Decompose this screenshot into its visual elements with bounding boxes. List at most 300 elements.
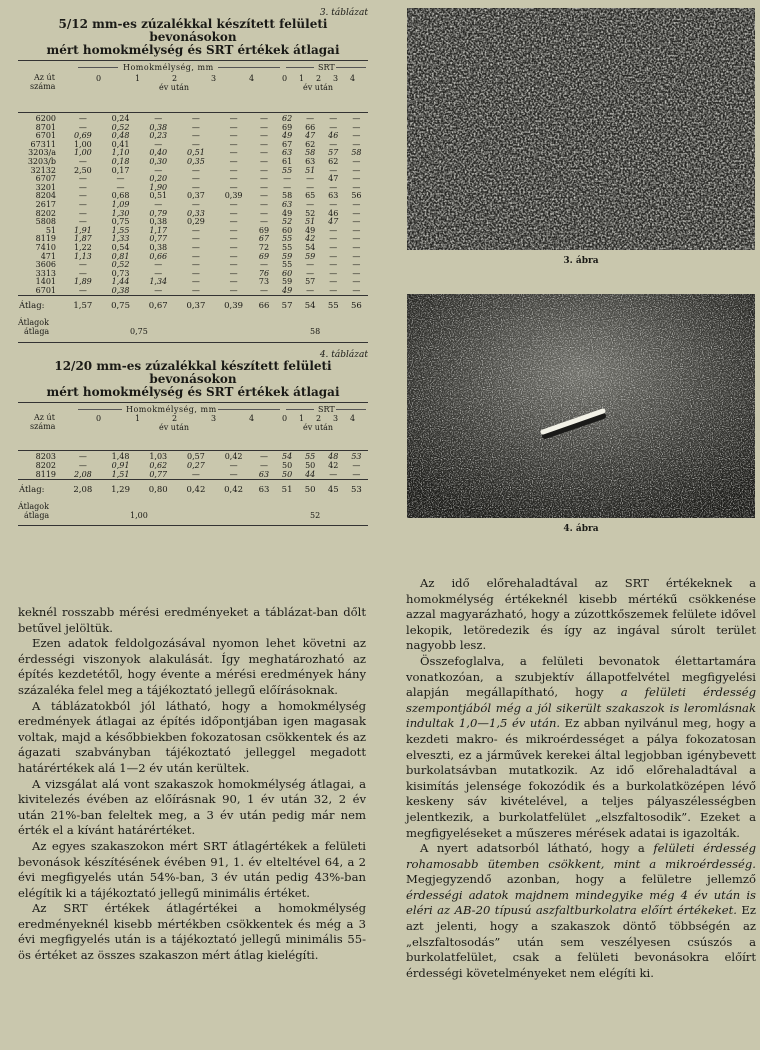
value-cell: 49	[281, 131, 293, 141]
value-cell: 73	[258, 277, 270, 287]
value-cell: 62	[305, 139, 316, 149]
value-cell: —	[191, 122, 200, 132]
table4-title-line1: 12/20 mm-es zúzalékkal készített felületi bevonásokon	[54, 359, 332, 387]
value-cell: —	[283, 174, 292, 184]
value-cell: 0,51	[149, 191, 168, 201]
value-cell: —	[306, 182, 315, 192]
road-number-cell: 7410	[35, 242, 56, 252]
value-cell: 0,38	[149, 122, 168, 132]
table3-hdr-s1: 1	[299, 74, 305, 83]
value-cell: 0,57	[177, 451, 215, 462]
value-cell: —	[329, 199, 338, 209]
table4-overall-label2: átlaga	[24, 511, 50, 521]
value-cell: —	[352, 131, 361, 141]
table3-overall-srt: 58	[310, 327, 321, 337]
road-number-cell: 8203	[18, 451, 64, 462]
value-cell: —	[229, 139, 238, 149]
average-cell: 55	[322, 296, 345, 313]
value-cell: 63	[281, 148, 293, 158]
road-number-cell: 8202	[35, 461, 56, 471]
road-number-cell: 3203/b	[27, 156, 56, 166]
value-cell: —	[322, 113, 345, 124]
worn-surface-with-pen-image	[407, 294, 755, 518]
value-cell: 0,38	[149, 242, 168, 252]
value-cell: 60	[281, 225, 293, 235]
value-cell: 1,00	[73, 148, 92, 158]
value-cell: 0,77	[149, 469, 168, 479]
value-cell: 49	[281, 208, 293, 218]
value-cell: —	[306, 199, 315, 209]
value-cell: 1,34	[149, 277, 168, 287]
value-cell: —	[229, 174, 238, 184]
value-cell: —	[229, 268, 238, 278]
left-para-2: A táblázatokból jól látható, hogy a homokmélység eredmények átlagai az építés időpontjában igen magasak voltak, majd a későbbiekben fokozatosan csökkentek és az ágazati szabványban tájékoztató jelleggel megadott határértékek alá 1—2 év után kerültek.	[18, 698, 366, 775]
average-cell: 0,80	[139, 480, 177, 497]
value-cell: 51	[305, 217, 316, 227]
value-cell: —	[329, 285, 338, 295]
figure4-caption: 4. ábra	[563, 524, 599, 534]
value-cell: 62	[328, 156, 339, 166]
value-cell: 58	[281, 191, 293, 201]
value-cell: 46	[328, 131, 339, 141]
road-number-cell: 8119	[35, 234, 56, 244]
value-cell: 58	[305, 148, 316, 158]
value-cell: —	[229, 285, 238, 295]
value-cell: 72	[258, 242, 270, 252]
left-para-5: Az SRT értékek átlagértékei a homokmélység eredményeknél kisebb mértékben csökkentek és még a 3 évi megfigyelés után is a tájékoztató jellegű minimális 55-ös értéket az összes szakaszon mért átlag kielégíti.	[18, 901, 366, 963]
value-cell: —	[64, 451, 102, 462]
value-cell: —	[252, 113, 275, 124]
value-cell: —	[306, 285, 315, 295]
table3-hdr-id2: száma	[30, 82, 56, 91]
value-cell: 1,90	[149, 182, 168, 192]
value-cell: 0,81	[111, 251, 130, 261]
value-cell: 46	[328, 208, 339, 218]
value-cell: —	[329, 225, 338, 235]
value-cell: —	[78, 191, 87, 201]
value-cell: 62	[276, 113, 299, 124]
value-cell: —	[352, 242, 361, 252]
value-cell: —	[299, 113, 322, 124]
table4-hdr-s4: 4	[350, 414, 356, 424]
value-cell: —	[329, 234, 338, 244]
value-cell: 48	[322, 451, 345, 462]
value-cell: —	[154, 165, 163, 175]
value-cell: —	[329, 268, 338, 278]
value-cell: 58	[351, 148, 362, 158]
value-cell: —	[259, 285, 268, 295]
value-cell: 61	[281, 156, 293, 166]
value-cell: 1,87	[73, 234, 92, 244]
value-cell: —	[259, 122, 268, 132]
value-cell: —	[191, 251, 200, 261]
average-cell: 0,67	[139, 296, 177, 313]
right-column	[406, 8, 756, 540]
value-cell: —	[259, 191, 268, 201]
value-cell: —	[229, 461, 238, 471]
value-cell: —	[345, 113, 368, 124]
value-cell: 0,17	[111, 165, 130, 175]
table3-hdr-evutan1: év után	[159, 83, 190, 92]
value-cell: —	[259, 131, 268, 141]
value-cell: 0,66	[149, 251, 168, 261]
road-number-cell: 6701	[35, 285, 56, 295]
value-cell: 51	[305, 165, 316, 175]
value-cell: 1,89	[73, 277, 92, 287]
value-cell: 1,10	[111, 148, 130, 158]
value-cell: —	[352, 234, 361, 244]
value-cell: —	[252, 451, 275, 462]
right-para-3-italic1: felületi érdesség rohamosabb ütemben csökkent, mint a mikroérdesség.	[406, 841, 756, 871]
value-cell: —	[154, 268, 163, 278]
table4-hdr-y4: 4	[249, 414, 255, 424]
road-number-cell: 2617	[35, 199, 56, 209]
value-cell: 50	[281, 469, 293, 479]
right-para-1: Az idő előrehaladtával az SRT értékeknek a homokmélység értékeknél kisebb mértékű csökkenése azzal magyarázható, hogy a zúzottkőszemek felülete idővel lekopik, letöredezik és így az ingával súrolt terület nagyobb lesz.	[406, 576, 756, 653]
value-cell: —	[78, 285, 87, 295]
value-cell: —	[191, 242, 200, 252]
value-cell: 0,20	[149, 174, 168, 184]
table4-overall-srt: 52	[310, 511, 321, 521]
value-cell: —	[352, 251, 361, 261]
value-cell: 69	[258, 251, 270, 261]
road-number-cell: 3201	[35, 182, 56, 192]
average-cell: 56	[345, 296, 368, 313]
left-para-3: A vizsgálat alá vont szakaszok homokmélység átlagai, a kivitelezés évében az előírásnak 90, 1 év után 32, 2 év után 21%-ban feleltek meg, a 3 év után pedig már nem érték el a kívánt határértéket.	[18, 776, 366, 838]
value-cell: 0,18	[111, 156, 130, 166]
value-cell: —	[191, 268, 200, 278]
value-cell: —	[78, 182, 87, 192]
value-cell: —	[259, 217, 268, 227]
road-number-cell: 3606	[35, 260, 56, 270]
value-cell: 63	[258, 469, 270, 479]
value-cell: 2,50	[73, 165, 92, 175]
value-cell: 66	[305, 122, 316, 132]
value-cell: —	[352, 285, 361, 295]
value-cell: 44	[305, 469, 316, 479]
average-cell: 1,57	[64, 296, 102, 313]
value-cell: 0,35	[187, 156, 205, 166]
value-cell: —	[78, 122, 87, 132]
table-row	[18, 287, 368, 296]
value-cell: 0,24	[102, 113, 140, 124]
value-cell: 54	[276, 451, 299, 462]
value-cell: 1,00	[73, 139, 92, 149]
value-cell: —	[229, 122, 238, 132]
value-cell: 60	[281, 268, 293, 278]
value-cell: —	[329, 277, 338, 287]
right-body-text	[406, 576, 756, 981]
table3-hdr-y1: 1	[135, 74, 141, 83]
value-cell: 0,54	[111, 242, 130, 252]
value-cell: —	[229, 199, 238, 209]
average-cell: 57	[276, 296, 299, 313]
table4-hdr-id1: Az út	[34, 413, 55, 423]
value-cell: 0,23	[149, 131, 168, 141]
value-cell: —	[229, 469, 238, 479]
left-para-4: Az egyes szakaszokon mért SRT átlagértékek a felületi bevonások készítésének évében 91, 1. év elteltével 64, a 2 évi megfigyelés után 54%-ban, 3 év után pedig 43%-ban elégítik ki a tájékoztató jellegű minimális értéket.	[18, 838, 366, 900]
road-number-cell: 6707	[35, 174, 56, 184]
value-cell: —	[229, 277, 238, 287]
value-cell: —	[116, 174, 125, 184]
value-cell: —	[352, 277, 361, 287]
value-cell: 76	[258, 268, 270, 278]
value-cell: 52	[305, 208, 316, 218]
table4-title-line2: mért homokmélység és SRT értékek átlagai	[46, 385, 340, 400]
table3-hdr-y3: 3	[211, 74, 217, 83]
value-cell: —	[229, 208, 238, 218]
value-cell: 0,29	[187, 217, 205, 227]
value-cell: 65	[305, 191, 316, 201]
average-cell: 54	[299, 296, 322, 313]
value-cell: 1,13	[73, 251, 92, 261]
value-cell: 0,51	[187, 148, 205, 158]
road-number-cell: 471	[40, 251, 56, 261]
value-cell: —	[229, 260, 238, 270]
value-cell: 0,41	[111, 139, 130, 149]
road-number-cell: 67311	[30, 139, 56, 149]
value-cell: 59	[281, 277, 293, 287]
value-cell: 0,30	[149, 156, 168, 166]
value-cell: 0,52	[111, 122, 130, 132]
value-cell: 1,09	[111, 199, 130, 209]
average-cell: 1,29	[102, 480, 140, 497]
value-cell: —	[116, 182, 125, 192]
table4-hdr-group2: SRT	[318, 405, 335, 415]
value-cell: —	[229, 165, 238, 175]
value-cell: —	[352, 208, 361, 218]
value-cell: —	[352, 165, 361, 175]
average-label: Átlag:	[18, 480, 64, 497]
value-cell: 0,62	[149, 461, 168, 471]
value-cell: —	[229, 217, 238, 227]
value-cell: 1,55	[111, 225, 130, 235]
left-body-text	[18, 605, 366, 964]
value-cell: 50	[281, 461, 293, 471]
table3-title-line1: 5/12 mm-es zúzalékkal készített felületi bevonásokon	[58, 17, 328, 44]
table4	[18, 450, 368, 496]
value-cell: —	[229, 242, 238, 252]
table3-hdr-y0: 0	[96, 74, 102, 83]
value-cell: 63	[305, 156, 316, 166]
left-column	[18, 8, 368, 527]
table3-hdr-s2: 2	[316, 74, 322, 83]
value-cell: 56	[351, 191, 362, 201]
table3-overall-label1: Átlagok	[18, 318, 49, 328]
table4-hdr-y3: 3	[211, 414, 217, 424]
value-cell: —	[64, 113, 102, 124]
value-cell: 59	[281, 251, 293, 261]
value-cell: —	[329, 242, 338, 252]
table4-hdr-y2: 2	[172, 414, 178, 424]
value-cell: —	[352, 260, 361, 270]
road-number-cell: 6200	[18, 113, 64, 124]
value-cell: 0,48	[111, 131, 130, 141]
table3	[18, 112, 368, 312]
value-cell: 0,73	[111, 268, 130, 278]
value-cell: 55	[281, 234, 293, 244]
table3-hdr-s0: 0	[282, 74, 288, 83]
value-cell: —	[259, 208, 268, 218]
road-number-cell: 8204	[35, 191, 56, 201]
table4-hdr-evutan2: év után	[303, 423, 334, 433]
value-cell: —	[191, 165, 200, 175]
table4-overall-label1: Átlagok	[18, 502, 49, 512]
table4-overall	[18, 502, 368, 524]
value-cell: —	[191, 225, 200, 235]
table3-hdr-id1: Az út	[34, 73, 55, 82]
average-cell: 51	[276, 480, 299, 497]
value-cell: —	[352, 225, 361, 235]
value-cell: 63	[281, 199, 293, 209]
value-cell: 0,37	[187, 191, 205, 201]
table4-hdr-evutan1: év után	[159, 423, 190, 433]
average-cell: 53	[345, 480, 368, 497]
figure3-caption: 3. ábra	[563, 256, 599, 266]
table4-hdr-id2: száma	[30, 422, 56, 432]
value-cell: —	[352, 469, 361, 479]
value-cell: —	[352, 156, 361, 166]
road-number-cell: 6701	[35, 131, 56, 141]
right-para-3: A nyert adatsorból látható, hogy a felületi érdesség rohamosabb ütemben csökkent, mint a mikroérdesség. Megjegyzendő azonban, hogy a felületre jellemző érdességi adatok majdnem mindegyike még 4 év után is eléri az AB-20 típusú aszfaltburkolatra előírt értékeket. Ez azt jelenti, hogy a szakaszok döntő többségén az „elszfaltosodás” után sem veszélyesen csúszós a burkolatfelület, csak a felületi bevonásokra előírt érdességi követelményeket nem elégíti ki.	[406, 841, 756, 980]
average-row	[18, 480, 368, 497]
value-cell: —	[283, 182, 292, 192]
value-cell: 59	[305, 251, 316, 261]
value-cell: 0,52	[111, 260, 130, 270]
value-cell: —	[329, 122, 338, 132]
road-number-cell: 3203/a	[28, 148, 56, 158]
value-cell: —	[191, 260, 200, 270]
value-cell: —	[191, 277, 200, 287]
value-cell: —	[352, 268, 361, 278]
value-cell: 55	[281, 165, 293, 175]
value-cell: 1,51	[111, 469, 130, 479]
average-cell: 0,42	[215, 480, 253, 497]
average-label: Átlag:	[18, 296, 64, 313]
value-cell: —	[154, 139, 163, 149]
value-cell: —	[352, 139, 361, 149]
table4-header	[18, 402, 368, 450]
table4-overall-hm: 1,00	[130, 511, 148, 521]
value-cell: —	[78, 461, 87, 471]
value-cell: 0,75	[111, 217, 130, 227]
table4-hdr-s2: 2	[316, 414, 322, 424]
table4-label: 4. táblázat	[319, 350, 368, 361]
road-number-cell: 8119	[35, 469, 56, 479]
value-cell: 1,17	[149, 225, 168, 235]
table-row	[18, 471, 368, 480]
value-cell: —	[154, 199, 163, 209]
value-cell: 57	[305, 277, 316, 287]
value-cell: —	[259, 156, 268, 166]
value-cell: —	[78, 156, 87, 166]
average-cell: 0,37	[177, 296, 215, 313]
value-cell: 1,03	[139, 451, 177, 462]
value-cell: —	[259, 139, 268, 149]
value-cell: —	[78, 199, 87, 209]
value-cell: 47	[328, 217, 339, 227]
value-cell: —	[352, 174, 361, 184]
road-number-cell: 51	[45, 225, 56, 235]
value-cell: 55	[281, 242, 293, 252]
value-cell: 1,22	[73, 242, 92, 252]
table4-hdr-s0: 0	[282, 414, 288, 424]
value-cell: 0,38	[149, 217, 168, 227]
table4-hdr-s1: 1	[299, 414, 305, 424]
value-cell: 0,27	[187, 461, 205, 471]
value-cell: 1,44	[111, 277, 130, 287]
value-cell: —	[191, 182, 200, 192]
value-cell: —	[229, 156, 238, 166]
value-cell: —	[191, 139, 200, 149]
value-cell: —	[154, 285, 163, 295]
value-cell: 0,91	[111, 461, 130, 471]
value-cell: 1,33	[111, 234, 130, 244]
value-cell: —	[229, 234, 238, 244]
value-cell: 0,42	[215, 451, 253, 462]
value-cell: —	[229, 251, 238, 261]
value-cell: —	[259, 199, 268, 209]
value-cell: —	[329, 251, 338, 261]
value-cell: —	[352, 199, 361, 209]
table3-overall	[18, 318, 368, 340]
value-cell: 47	[328, 174, 339, 184]
value-cell: 42	[305, 234, 316, 244]
value-cell: —	[78, 217, 87, 227]
table4-hdr-group1: Homokmélység, mm	[126, 405, 217, 415]
value-cell: 0,77	[149, 234, 168, 244]
table3-overall-hm: 0,75	[130, 327, 148, 337]
figure4-photo	[407, 294, 755, 518]
left-para-1: Ezen adatok feldolgozásával nyomon lehet követni az érdességi viszonyok alakulását. Így meghatározható az építés kezdetétől, hogy évente a mérési eredmények hány százaléka felel meg a tájékoztató jellegű előírásoknak.	[18, 636, 366, 697]
average-row	[18, 296, 368, 313]
value-cell: —	[259, 148, 268, 158]
table4-hdr-s3: 3	[333, 414, 339, 424]
value-cell: —	[352, 182, 361, 192]
right-para-2-italic: a felületi érdesség szempontjából még a jól sikerült szakaszok is leromlásnak indultak 1,0—1,5 év után.	[406, 685, 756, 731]
figure3-photo	[407, 8, 755, 250]
value-cell: —	[229, 148, 238, 158]
average-cell: 63	[252, 480, 275, 497]
value-cell: 50	[305, 461, 316, 471]
table3-hdr-y2: 2	[172, 74, 178, 83]
table3-hdr-group1: Homokmélység, mm	[123, 63, 214, 72]
value-cell: 49	[281, 285, 293, 295]
table3-label: 3. táblázat	[319, 8, 368, 18]
value-cell: —	[259, 182, 268, 192]
right-para-3-italic2: érdességi adatok majdnem mindegyike még 4 év után is eléri az AB-20 típusú aszfaltburkolatra előírt értékeket.	[406, 887, 756, 918]
value-cell: —	[78, 268, 87, 278]
value-cell: —	[177, 113, 215, 124]
value-cell: 0,40	[149, 148, 168, 158]
value-cell: —	[215, 113, 253, 124]
value-cell: 52	[281, 217, 293, 227]
average-cell: 0,42	[177, 480, 215, 497]
table3-overall-label2: átlaga	[24, 327, 50, 337]
value-cell: —	[259, 461, 268, 471]
value-cell: 55	[281, 260, 293, 270]
value-cell: 1,48	[102, 451, 140, 462]
average-cell: 66	[252, 296, 275, 313]
value-cell: —	[259, 174, 268, 184]
value-cell: —	[306, 268, 315, 278]
value-cell: —	[229, 225, 238, 235]
table4-hdr-y0: 0	[96, 414, 102, 424]
value-cell: 69	[281, 122, 293, 132]
right-para-2: Összefoglalva, a felületi bevonatok élettartamára vonatkozóan, a szubjektív állapotfelvétel megfigyelési alapján megállapítható, hogy a felületi érdesség szempontjából még a jól sikerült szakaszok is leromlásnak indultak 1,0—1,5 év után. Ez abban nyilvánul meg, hogy a kezdeti makro- és mikroérdességet a pálya fokozatosan elveszti, ez a járművek kerekei által legjobban igénybevett burkolatsávban mutatkozik. Az idő előrehaladtával a kisimítás jelensége fokozódik és a burkolatközépen lévő keskeny sáv kivételével, a teljes pályaszélességben jelentkezik, a burkolatfelület „elszfaltosodik”. Ezeket a megfigyeléseket a műszeres mérések adatai is igazolták.	[406, 653, 756, 840]
value-cell: —	[191, 285, 200, 295]
value-cell: —	[329, 182, 338, 192]
